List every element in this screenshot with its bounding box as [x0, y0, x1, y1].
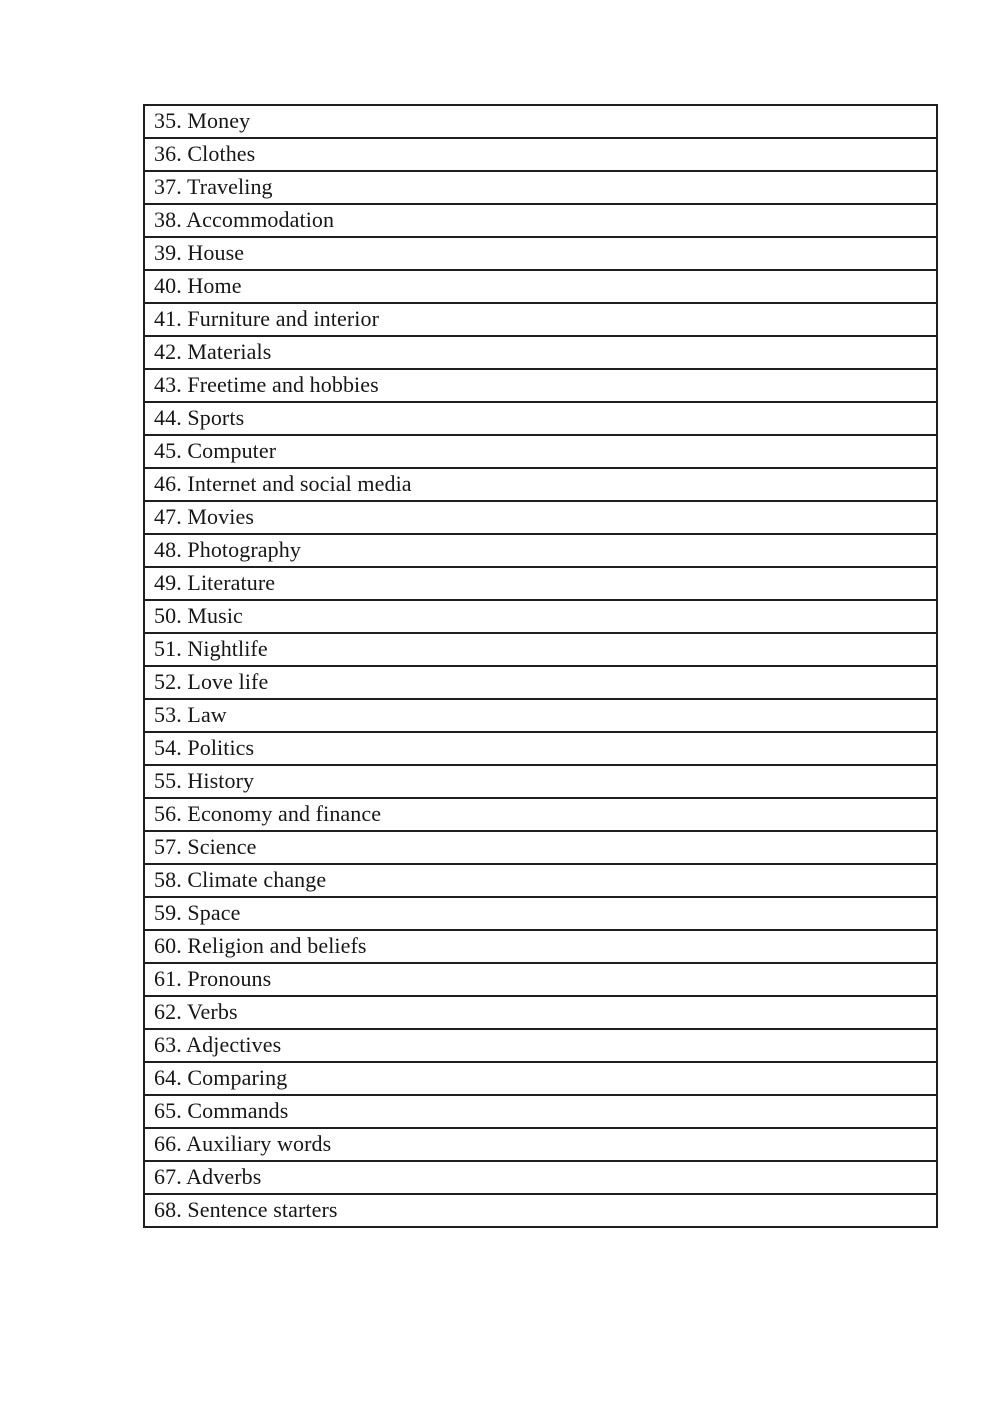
table-row	[145, 469, 936, 502]
chapter-entry: 49. Literature	[154, 570, 276, 595]
chapter-entry: 37. Traveling	[154, 174, 273, 199]
contents-table	[143, 104, 938, 1228]
table-row	[145, 172, 936, 205]
chapter-entry: 67. Adverbs	[154, 1164, 262, 1189]
table-row	[145, 1195, 936, 1226]
chapter-entry: 45. Computer	[154, 438, 277, 463]
chapter-entry: 48. Photography	[154, 537, 301, 562]
table-row	[145, 733, 936, 766]
chapter-entry: 68. Sentence starters	[154, 1197, 338, 1222]
table-row	[145, 1129, 936, 1162]
chapter-entry: 44. Sports	[154, 405, 245, 430]
table-row	[145, 964, 936, 997]
chapter-entry: 40. Home	[154, 273, 242, 298]
table-row	[145, 1096, 936, 1129]
table-row	[145, 1030, 936, 1063]
chapter-entry: 54. Politics	[154, 735, 255, 760]
table-row	[145, 898, 936, 931]
table-row	[145, 205, 936, 238]
chapter-entry: 64. Comparing	[154, 1065, 288, 1090]
chapter-entry: 57. Science	[154, 834, 257, 859]
chapter-entry: 51. Nightlife	[154, 636, 268, 661]
chapter-entry: 66. Auxiliary words	[154, 1131, 332, 1156]
chapter-entry: 35. Money	[154, 108, 251, 133]
chapter-entry: 55. History	[154, 768, 255, 793]
chapter-entry: 41. Furniture and interior	[154, 306, 379, 331]
chapter-entry: 65. Commands	[154, 1098, 289, 1123]
table-row	[145, 238, 936, 271]
chapter-entry: 63. Adjectives	[154, 1032, 282, 1057]
chapter-entry: 52. Love life	[154, 669, 269, 694]
table-row	[145, 700, 936, 733]
chapter-entry: 36. Clothes	[154, 141, 256, 166]
table-row	[145, 370, 936, 403]
chapter-entry: 56. Economy and finance	[154, 801, 382, 826]
table-row	[145, 139, 936, 172]
chapter-entry: 58. Climate change	[154, 867, 327, 892]
chapter-entry: 50. Music	[154, 603, 243, 628]
table-row	[145, 832, 936, 865]
table-row	[145, 106, 936, 139]
chapter-entry: 60. Religion and beliefs	[154, 933, 367, 958]
table-row	[145, 1063, 936, 1096]
table-row	[145, 403, 936, 436]
table-row	[145, 337, 936, 370]
table-row	[145, 634, 936, 667]
table-row	[145, 667, 936, 700]
table-row	[145, 931, 936, 964]
chapter-entry: 43. Freetime and hobbies	[154, 372, 379, 397]
table-row	[145, 535, 936, 568]
chapter-entry: 38. Accommodation	[154, 207, 335, 232]
table-row	[145, 766, 936, 799]
table-row	[145, 997, 936, 1030]
table-row	[145, 799, 936, 832]
table-row	[145, 271, 936, 304]
table-row	[145, 436, 936, 469]
chapter-entry: 53. Law	[154, 702, 227, 727]
table-row	[145, 568, 936, 601]
chapter-entry: 59. Space	[154, 900, 241, 925]
table-row	[145, 304, 936, 337]
table-row	[145, 601, 936, 634]
chapter-entry: 39. House	[154, 240, 245, 265]
chapter-entry: 62. Verbs	[154, 999, 238, 1024]
table-row	[145, 502, 936, 535]
chapter-entry: 47. Movies	[154, 504, 254, 529]
table-row	[145, 865, 936, 898]
chapter-entry: 46. Internet and social media	[154, 471, 412, 496]
table-row	[145, 1162, 936, 1195]
chapter-entry: 42. Materials	[154, 339, 272, 364]
chapter-entry: 61. Pronouns	[154, 966, 272, 991]
